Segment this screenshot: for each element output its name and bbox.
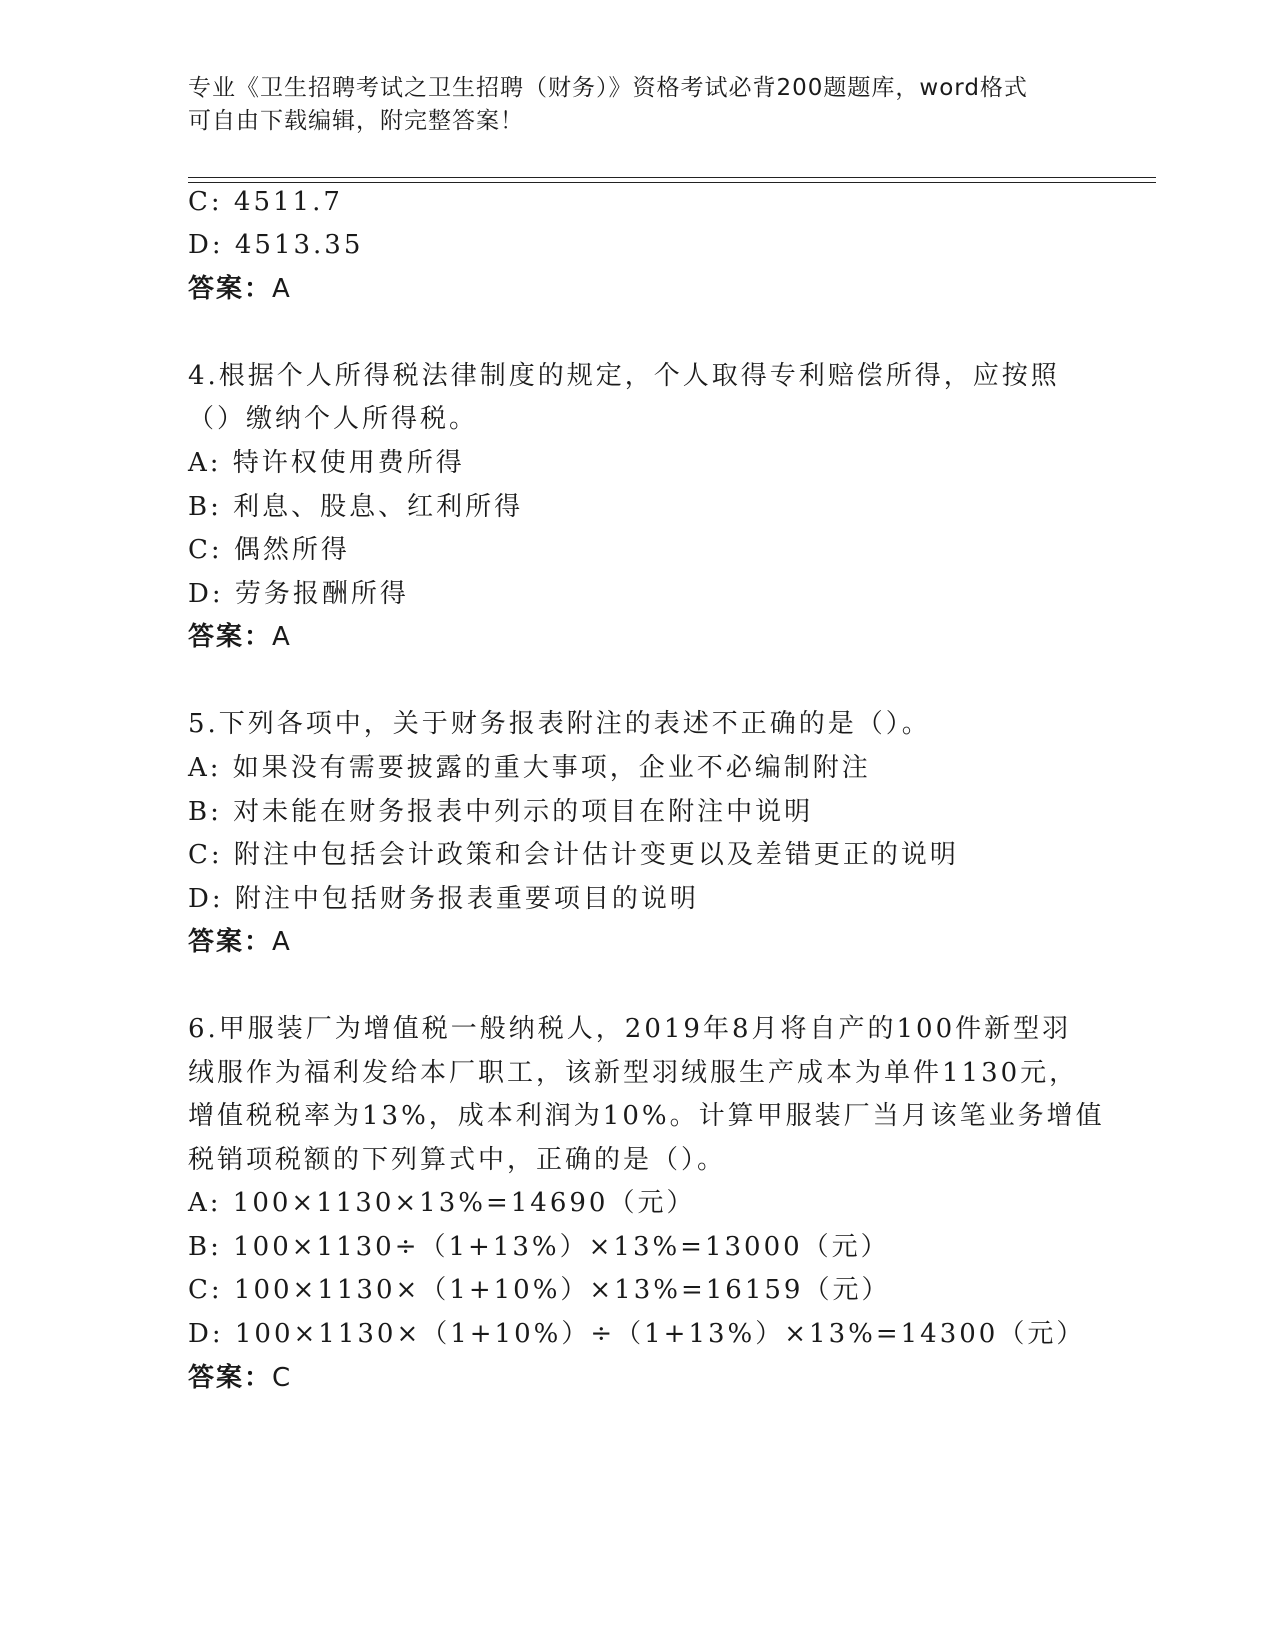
q5-option-a: A: 如果没有需要披露的重大事项，企业不必编制附注: [188, 753, 871, 783]
q4-option-c: C: 偶然所得: [188, 535, 350, 565]
q6-stem-line-3: 增值税税率为13%，成本利润为10%。计算甲服装厂当月该笔业务增值: [188, 1101, 1105, 1131]
q4-option-b: B: 利息、股息、红利所得: [188, 492, 524, 522]
q5-answer-value: A: [272, 927, 292, 957]
q4-answer: [188, 620, 292, 654]
q6-answer-label: 答案：: [188, 1363, 273, 1393]
q6-stem-line-4: 税销项税额的下列算式中，正确的是（）。: [188, 1145, 727, 1175]
q5-answer-label: 答案：: [188, 927, 273, 957]
q5-stem-line-1: 5.下列各项中，关于财务报表附注的表述不正确的是（）。: [188, 709, 931, 739]
q3-option-d: D: 4513.35: [188, 230, 364, 260]
header-title-line-2: 可自由下载编辑，附完整答案！: [188, 108, 524, 134]
q5-answer: [188, 925, 292, 959]
header-divider-bottom: [188, 182, 1156, 183]
q4-answer-value: A: [272, 622, 292, 652]
q5-option-c: C: 附注中包括会计政策和会计估计变更以及差错更正的说明: [188, 840, 959, 870]
header-title-line-1: 专业《卫生招聘考试之卫生招聘（财务）》资格考试必背200题题库，word格式: [188, 75, 1028, 101]
q3-answer-value: A: [272, 274, 292, 304]
q3-answer: [188, 272, 292, 306]
header-divider-top: [188, 177, 1156, 178]
q6-answer-value: C: [272, 1363, 293, 1393]
q6-option-a: A: 100×1130×13%=14690（元）: [188, 1188, 696, 1218]
q6-option-b: B: 100×1130÷（1+13%）×13%=13000（元）: [188, 1232, 890, 1262]
q4-stem-line-2: （）缴纳个人所得税。: [188, 404, 479, 434]
q6-answer: [188, 1361, 292, 1395]
q4-stem-line-1: 4.根据个人所得税法律制度的规定，个人取得专利赔偿所得，应按照: [188, 361, 1060, 391]
q3-answer-label: 答案：: [188, 274, 273, 304]
q4-option-a: A: 特许权使用费所得: [188, 448, 465, 478]
q5-option-d: D: 附注中包括财务报表重要项目的说明: [188, 884, 699, 914]
q6-stem-line-1: 6.甲服装厂为增值税一般纳税人，2019年8月将自产的100件新型羽: [188, 1014, 1072, 1044]
q6-option-d: D: 100×1130×（1+10%）÷（1+13%）×13%=14300（元）: [188, 1319, 1086, 1349]
q5-option-b: B: 对未能在财务报表中列示的项目在附注中说明: [188, 797, 814, 827]
q4-option-d: D: 劳务报酬所得: [188, 579, 409, 609]
q6-option-c: C: 100×1130×（1+10%）×13%=16159（元）: [188, 1275, 891, 1305]
q4-answer-label: 答案：: [188, 622, 273, 652]
q3-option-c: C: 4511.7: [188, 187, 343, 217]
q6-stem-line-2: 绒服作为福利发给本厂职工，该新型羽绒服生产成本为单件1130元，: [188, 1058, 1079, 1088]
document-header: [188, 72, 1088, 138]
